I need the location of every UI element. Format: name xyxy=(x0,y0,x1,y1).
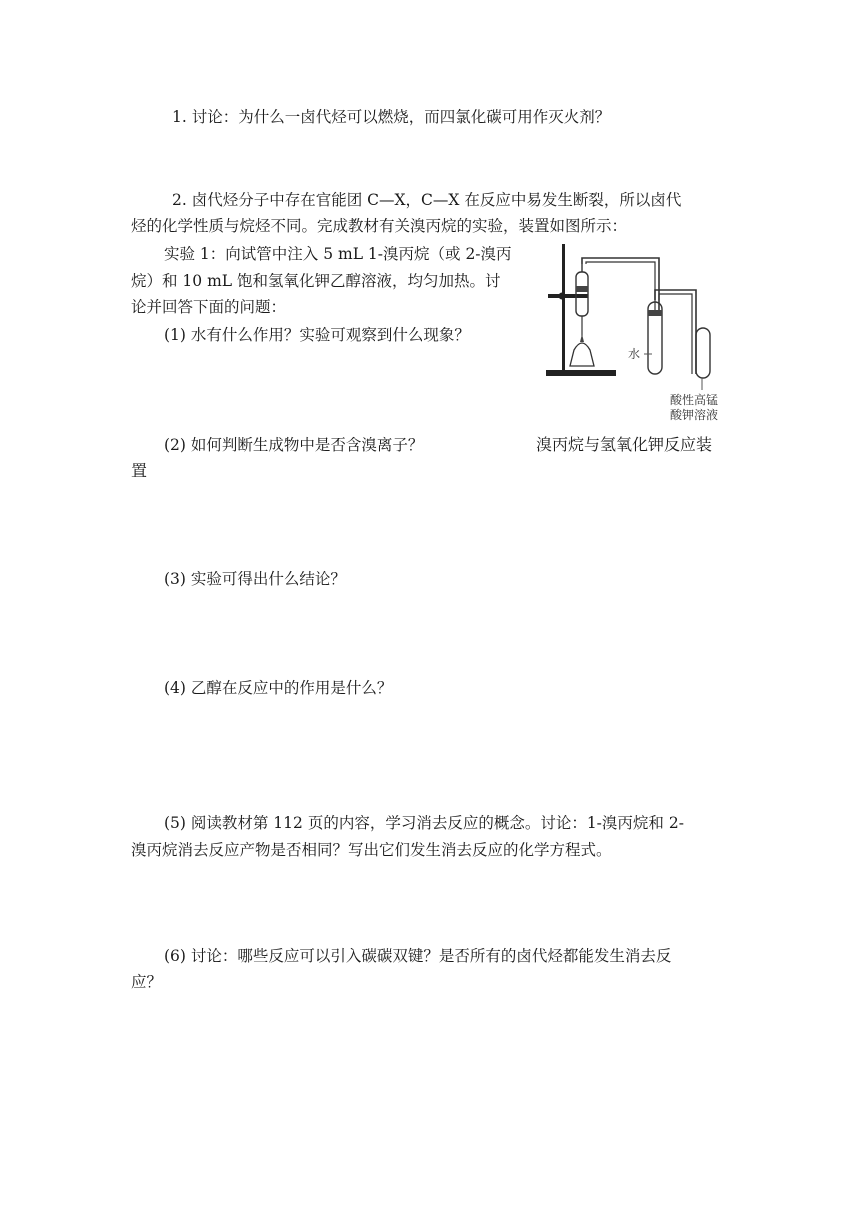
figure-caption-line-2: 置 xyxy=(131,461,148,480)
water-label: 水 xyxy=(628,347,641,361)
sub-question-5-line-1: (5) 阅读教材第 112 页的内容，学习消去反应的概念。讨论：1-溴丙烷和 2- xyxy=(164,814,684,832)
sub-question-2: (2) 如何判断生成物中是否含溴离子？ xyxy=(164,436,424,454)
solution-label-line-1: 酸性高锰 xyxy=(670,393,719,407)
sub-question-3: (3) 实验可得出什么结论？ xyxy=(164,570,346,588)
sub-question-5-line-2: 溴丙烷消去反应产物是否相同？写出它们发生消去反应的化学方程式。 xyxy=(131,841,612,859)
experiment-line-2: 烷）和 10 mL 饱和氢氧化钾乙醇溶液，均匀加热。讨 xyxy=(131,272,501,290)
sub-question-6-line-1: (6) 讨论：哪些反应可以引入碳碳双键？是否所有的卤代烃都能发生消去反 xyxy=(164,947,672,965)
sub-question-1: (1) 水有什么作用？实验可观察到什么现象？ xyxy=(164,326,470,344)
experiment-line-1: 实验 1：向试管中注入 5 mL 1-溴丙烷（或 2-溴丙 xyxy=(164,245,512,263)
question-2-line-1: 2. 卤代烃分子中存在官能团 C—X，C—X 在反应中易发生断裂，所以卤代 xyxy=(172,191,682,209)
question-1: 1. 讨论：为什么一卤代烃可以燃烧，而四氯化碳可用作灭火剂？ xyxy=(172,108,611,126)
solution-label-line-2: 酸钾溶液 xyxy=(670,408,719,422)
question-2-line-2: 烃的化学性质与烷烃不同。完成教材有关溴丙烷的实验，装置如图所示： xyxy=(131,217,628,235)
sub-question-6-line-2: 应？ xyxy=(131,973,163,991)
sub-question-4: (4) 乙醇在反应中的作用是什么？ xyxy=(164,679,393,697)
apparatus-figure xyxy=(536,238,732,428)
figure-caption-line-1: 溴丙烷与氢氧化钾反应装 xyxy=(536,435,713,454)
experiment-line-3: 论并回答下面的问题： xyxy=(131,298,287,316)
apparatus-diagram xyxy=(536,238,732,428)
